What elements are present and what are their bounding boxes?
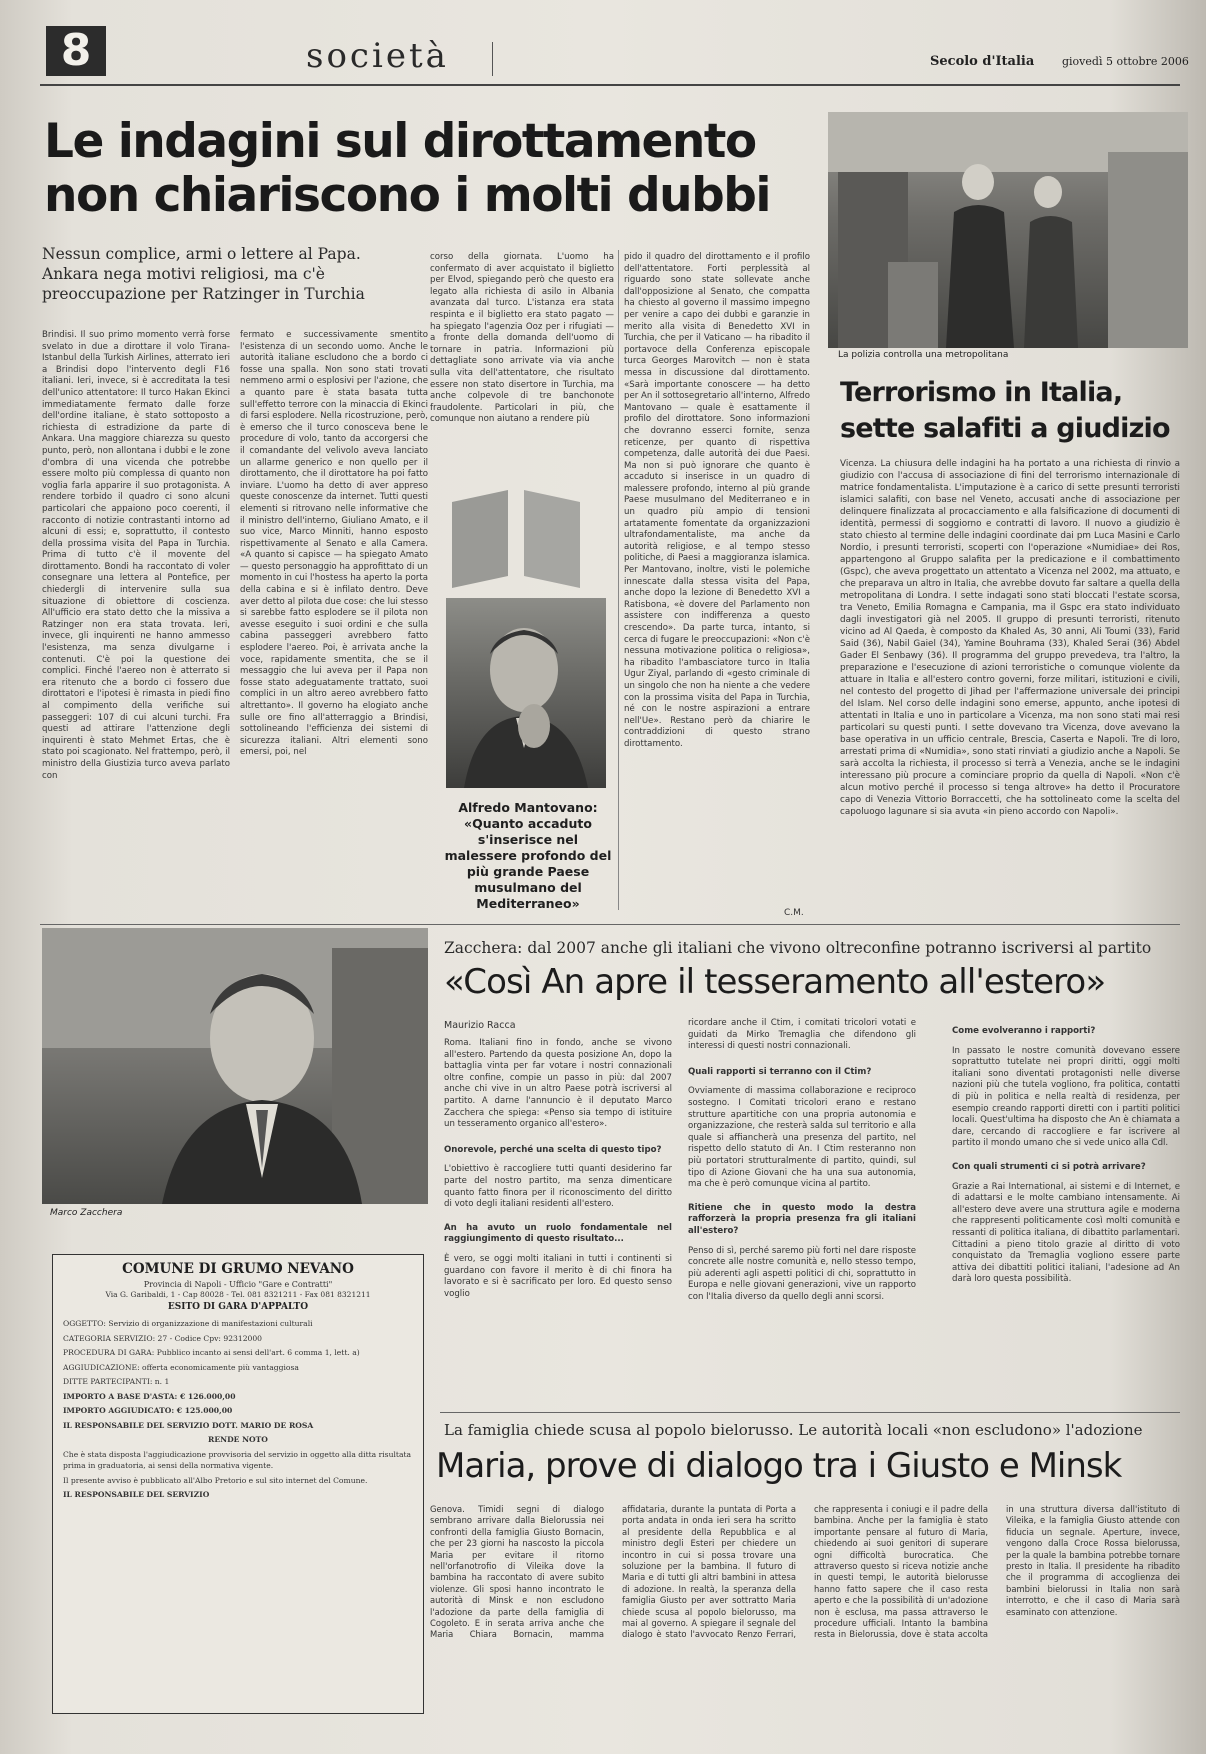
interview-question: Onorevole, perché una scelta di questo tipo?: [444, 1144, 662, 1155]
police-photo-caption: La polizia controlla una metropolitana: [838, 350, 1009, 360]
legal-notice-lines: [53, 1312, 423, 1510]
section-rule-2: [440, 1412, 1180, 1413]
legal-notice-title: COMUNE DI GRUMO NEVANO: [122, 1261, 354, 1277]
quote-name: Alfredo Mantovano:: [458, 800, 598, 815]
page-number-box: [46, 26, 106, 76]
legal-notice-address: Via G. Garibaldi, 1 - Cap 80028 - Tel. 081 8321211 - Fax 081 8321211: [105, 1290, 371, 1299]
interview-answer: L'obiettivo è raccogliere tutti quanti desiderino far parte del nostro partito, ma senza dimenticare quanto fatto finora per il riconoscimento del diritto di voto degli italiani residenti all'estero.: [444, 1164, 672, 1210]
newspaper-name: Secolo d'Italia: [930, 54, 1035, 69]
issue-date: giovedì 5 ottobre 2006: [1062, 55, 1189, 68]
legal-notice-line: IMPORTO AGGIUDICATO: € 125.000,00: [63, 1406, 233, 1415]
interview-question: Quali rapporti si terranno con il Ctim?: [688, 1066, 872, 1077]
zacchera-photo: [42, 928, 428, 1204]
terror-headline-line2: sette salafiti a giudizio: [840, 413, 1170, 444]
interview-answer: Ovviamente di massima collaborazione e reciproco sostegno. I Comitati tricolori erano e restano strutture apartitiche con una propria autonomia e organizzazione, che resterà salda sul territorio e alla quale si affiancherà una presenza del partito, nel rispetto dello statuto di An. I Ctim resteranno non più portatori strutturalmente di partito, quindi, sul tipo di Azione Giovani che ha una sua autonomia, ma che è però comunque vicina al partito.: [688, 1086, 916, 1190]
interview-intro: Roma. Italiani fino in fondo, anche se vivono all'estero. Partendo da questa posizione An, dopo la battaglia vinta per far votare i nostri connazionali oltre confine, compie un passo in più: dal 2007 anche chi vive in un altro Paese potrà iscriversi al partito. A darne l'annuncio è il deputato Marco Zacchera che spiega: «Penso sia tempo di istituire un tesseramento organico all'estero».: [444, 1038, 672, 1130]
interview-col1: [444, 1038, 672, 1402]
legal-notice-subtitle: Provincia di Napoli - Ufficio "Gare e Contratti": [143, 1280, 333, 1289]
section-name: società: [306, 36, 449, 76]
interview-question: Come evolveranno i rapporti?: [952, 1026, 1096, 1036]
interview-question: Ritiene che in questo modo la destra rafforzerà la propria presenza fra gli italiani all'estero?: [688, 1202, 916, 1236]
interview-question: Con quali strumenti ci si potrà arrivare?: [952, 1161, 1146, 1172]
lead-byline: C.M.: [784, 908, 804, 918]
page-number: 8: [60, 25, 92, 76]
interview-intro-cont: ricordare anche il Ctim, i comitati tricolori votati e guidati da Mirko Tremaglia che difendono gli interessi di questi nostri connazionali.: [688, 1018, 916, 1052]
legal-notice-line: IL RESPONSABILE DEL SERVIZIO: [63, 1490, 210, 1499]
legal-notice-line: Il presente avviso è pubblicato all'Albo Pretorio e sul sito internet del Comune.: [63, 1475, 368, 1485]
police-photo: [828, 112, 1188, 348]
legal-notice-line: DITTE PARTECIPANTI: n. 1: [63, 1377, 170, 1386]
lead-column-3: corso della giornata. L'uomo ha confermato di aver acquistato il biglietto per Elvod, spiegando però che questo era legato alla richiesta di asilo in Albania avanzata dal turco. L'istanza era stata respinta e il biglietto era stato pagato — ha spiegato l'agenzia Ooz per i rifugiati — a fronte della domanda dell'uomo di tornare in patria. Informazioni più dettagliate sono arrivate via via anche sulla vita dell'attentatore, che risultato essere non stato disertore in Turchia, ma anche colpevole di tre banchonote fraudolente. Particolari in più, che comunque non aiutano a rendere più: [430, 252, 614, 425]
interview-answer: Grazie a Rai International, ai sistemi e di Internet, e di adattarsi e le molte cambiano intensamente. Ai all'estero deve avere una struttura agile e moderna che rappresenti politicamente così molti comunità e ressanti di politica italiana, di dibattito parlamentari. Cittadini a pieno titolo grazie al diritto di voto conquistato da Tremaglia vogliono essere parte attiva dei dibattiti politici italiani, l'adesione ad An darà loro questa possibilità.: [952, 1181, 1180, 1285]
interview-kicker: Zacchera: dal 2007 anche gli italiani che vivono oltreconfine potranno iscriversi al partito: [444, 939, 1152, 957]
legal-notice-line: OGGETTO: Servizio di organizzazione di manifestazioni culturali: [63, 1319, 313, 1328]
legal-notice-line: RENDE NOTO: [208, 1435, 268, 1444]
interview-answer: Penso di sì, perché saremo più forti nel dare risposte concrete alle nostre comunità e, nello stesso tempo, più aderenti agli aspetti politici di chi, soprattutto in Europa e nelle giovani generazioni, vive un rapporto con l'Italia diverso da quello degli anni scorsi.: [688, 1245, 916, 1302]
lead-headline-line1: Le indagini sul dirottamento: [44, 114, 756, 169]
interview-answer: In passato le nostre comunità dovevano essere soprattutto tutelate nei propri diritti, oggi molti italiani sono diventati protagonisti nelle diverse nazioni più che tutela vogliono, fra politica, contatti di più in politica e nella realtà di residenza, per esempio creando rapporti diretti con i partiti politici locali. Quest'ultima ha disposto che An è chiamata a dare, cercando di raccogliere e far iscrivere al partito il mondo umano che si vede unico alla Cdl.: [952, 1045, 1180, 1149]
interview-headline: «Così An apre il tesseramento all'estero»: [444, 962, 1106, 1002]
mantovano-portrait-icon: [446, 598, 606, 788]
lead-deck: Nessun complice, armi o lettere al Papa. Ankara nega motivi religiosi, ma c'è preoccupazione per Ratzinger in Turchia: [42, 245, 365, 303]
legal-notice-line: PROCEDURA DI GARA: Pubblico incanto ai sensi dell'art. 6 comma 1, lett. a): [63, 1348, 360, 1357]
decorative-graphic: [440, 488, 610, 598]
police-scene-icon: [828, 112, 1188, 348]
lead-column-4: pido il quadro del dirottamento e il profilo dell'attentatore. Forti perplessità al riguardo sono state sollevate anche dall'opposizione al Senato, che compatta ha chiesto al governo il massimo impegno per venire a capo dei dubbi e garanzie in merito alla visita di Benedetto XVI in Turchia, che per il Vaticano — ha ribadito il portavoce della Conferenza episcopale turca Georges Marovitch — non è stata messa in discussione dal dirottamento. «Sarà importante conoscere — ha detto per An il sottosegretario all'interno, Alfredo Mantovano — quale è esattamente il profilo del dirottatore. Sono informazioni che dovranno esserci fornite, senza reticenze, per quanto di rispettiva competenza, dalle autorità dei due Paesi. Ma non si può ignorare che quanto è accaduto si inserisce in un quadro di malessere profondo, interno al più grande Paese musulmano del Mediterraneo e in un quadro più ampio di tensioni artatamente fomentate da organizzazioni ultrafondamentaliste, ma anche da autorità religiose, e al tempo stesso politiche, di Paesi a maggioranza islamica. Per Mantovano, inoltre, visti le polemiche innescate dalla stessa visita del Papa, anche dopo la lezione di Benedetto XVI a Ratisbona, «è dovere del Parlamento non assistere con indifferenza a questo crescendo». Da parte turca, intanto, si cerca di fugare le preoccupazioni: «Non c'è nessuna motivazione politica o religiosa», ha ribadito l'ambasciatore turco in Italia Ugur Ziyal, parlando di «gesto criminale di un singolo che non ha niente a che vedere con la prossima visita del Papa in Turchia, né con le nostre aspirazioni a entrare nell'Ue». Restano però da chiarire le contraddizioni di questo strano dirottamento.: [624, 252, 810, 749]
legal-notice-heading: ESITO DI GARA D'APPALTO: [167, 1302, 309, 1312]
interview-answer: È vero, se oggi molti italiani in tutti i continenti si guardano con favore il merito è di chi finora ha lavorato e si è sacrificato per loro. Ed questo senso voglio: [444, 1253, 672, 1299]
interview-col3: [952, 1026, 1180, 1402]
lead-column-2: fermato e successivamente smentito l'esistenza di un secondo uomo. Anche le autorità italiane escludono che a bordo ci fosse una spalla. Non sono stati trovati nemmeno armi o esplosivi per l'azione, che a quanto pare è stata basata tutta sull'effetto terrore con la minaccia di Ekinci di farsi esplodere. Nella ricostruzione, però, è emerso che il turco conosceva bene le procedure di volo, tanto da accorgersi che il comandante del velivolo aveva lanciato un allarme generico e non quello per il dirottamento, che il dirottatore ha poi fatto inviare. L'uomo ha detto di aver appreso queste conoscenze da internet. Tutti questi elementi si ritrovano nelle informative che il ministro dell'interno, Giuliano Amato, e il suo vice, Marco Minniti, hanno esposto rispettivamente al Senato e alla Camera. «A quanto si capisce — ha spiegato Amato — questo personaggio ha approfittato di un momento in cui l'hostess ha aperto la porta della cabina e si è infilato dentro. Deve aver detto al pilota due cose: che lui stesso si sarebbe fatto esplodere se il pilota non avesse eseguito i suoi ordini e che sulla cabina passeggeri avrebbero fatto esplodere l'aereo. Poi, è arrivata anche la voce, rapidamente smentita, che se il messaggio che lui aveva per il Papa non fosse stato adeguatamente trattato, suoi complici in un altro aereo avrebbero fatto altrettanto». Il governo ha elogiato anche sulle ore fino all'atterraggio a Brindisi, sottolineando l'efficienza dei sistemi di sicurezza italiani. Altri elementi sono emersi, poi, nel: [240, 330, 428, 758]
zacchera-photo-caption: Marco Zacchera: [50, 1208, 123, 1218]
lead-column-1: Brindisi. Il suo primo momento verrà forse svelato in due a dirottare il volo Tirana-Istanbul della Turkish Airlines, atterrato ieri a Brindisi dopo l'intervento degli F16 italiani. Ieri, invece, si è accreditata la tesi dell'unico attentatore: Il turco Hakan Ekinci immediatamente fermato dalle forze dell'ordine italiane, è stato sottoposto a richiesta di estradizione da parte di Ankara. Una maggiore chiarezza su questo punto, però, non allontana i dubbi e le zone d'ombra di una vicenda che potrebbe essere molto più complessa di quanto non voglia farla apparire il suo protagonista. A rendere torbido il quadro ci sono alcuni particolari che appaiono poco coerenti, il racconto di notizie contrastanti intorno ad alcuni di essi; e, soprattutto, il contesto della prossima visita del Papa in Turchia. Prima di tutto c'è il movente del dirottamento. Bondi ha raccontato di voler consegnare una lettera al Pontefice, per chiedergli di intervenire sulla sua situazione di obiettore di coscienza. All'ufficio era stato detto che la missiva a Ratzinger non era stata trovata. Ieri, invece, gli inquirenti ne hanno ammesso l'esistenza, ma senza divulgarne i contenuti. C'è poi la questione dei complici. Finché l'aereo non è atterrato si era ritenuto che a bordo ci fossero due dirottatori e l'ipotesi è rimasta in piedi fino al compimento della verifiche sui passeggeri: 107 di cui alcuni turchi. Fra questi ad attirare l'attenzione degli inquirenti è stato Mehmet Ertas, che è stato poi scagionato. Nel frattempo, però, il ministro della Giustizia turco aveva parlato con: [42, 330, 230, 781]
terror-body: Vicenza. La chiusura delle indagini ha ha portato a una richiesta di rinvio a giudizio con l'accusa di associazione di fini del terrorismo internazionale di matrice fondamentalista. L'imputazione è a carico di sette presunti terroristi islamici salafiti, con base nel Veneto, accusati anche di associazione per delinquere finalizzata al procacciamento e alla falsificazione di documenti di identità, permessi di soggiorno e contratti di lavoro. Il nuovo a giudizio è stato chiesto al termine delle indagini coordinate dai pm Luca Masini e Carlo Nordio, i presunti terroristi, scoperti con l'operazione «Numidiae» dei Ros, appartengono al Gruppo salafita per la predicazione e il combattimento (Gspc), che aveva progettato un attentato a Vicenza nel 2002, ma attuato, e che preparava un altro in Italia, che avrebbe dovuto far saltare a quella della metropolitana di Londra. I sette indagati sono stati bloccati l'estate scorsa, tra Veneto, Emilia Romagna e Campania, ma il Gspc era stato individuato dagli investigatori già nel 2005. Il gruppo di presunti terroristi, ritenuto vicino ad Al Qaeda, è composto da Khaled As, 30 anni, Ali Toumi (33), Farid Said (36), Nabil Gaiel (34), Yamine Bouhrama (33), Khaled Serai (36) Abdel Gader El Senbawy (36). Il programma del gruppo prevedeva, tra l'altro, la preparazione e l'esecuzione di azioni terroristiche o comunque violente da attuare in Italia e all'estero contro governi, forze militari, istituzioni e civili, nel contesto del progetto di Jihad per l'affermazione universale dei principi del Islam. Nel corso delle indagini sono emerse, appunto, anche ipotesi di attentati in Italia e uno in particolare a Vicenza, ma non sono stati mai resi particolari su questi punti. I sette dovevano tra Vicenza, dove avevano la base operativa in un ufficio centrale, Brescia, Caserta e Napoli. Tre di loro, arrestati prima di «Numidia», sono stati rinviati a giudizio anche a Napoli. Se sarà accolta la richiesta, il processo si terrà a Venezia, anche se le indagini interessano più procure a cominciare proprio da quella di Napoli. «Non c'è alcun motivo perché il processo si tenga altrove» ha detto il Procuratore capo di Venezia Vittorio Borraccetti, che ha sottolineato come la scelta del capoluogo lagunare si sia avuta «in pieno accordo con Napoli».: [840, 459, 1180, 817]
section-rule-1: [40, 924, 1180, 925]
legal-notice: [52, 1254, 424, 1714]
quote-box: [440, 800, 616, 912]
lead-headline-line2: non chiariscono i molti dubbi: [44, 168, 771, 223]
masthead-divider: [492, 42, 493, 76]
zacchera-portrait-icon: [42, 928, 428, 1204]
interview-col2: [688, 1018, 916, 1402]
interview-question: An ha avuto un ruolo fondamentale nel raggiungimento di questo risultato...: [444, 1222, 672, 1245]
legal-notice-line: IMPORTO A BASE D'ASTA: € 126.000,00: [63, 1391, 236, 1401]
legal-notice-line: IL RESPONSABILE DEL SERVIZIO DOTT. MARIO DE ROSA: [63, 1420, 314, 1430]
belarus-body: Genova. Timidi segni di dialogo sembrano arrivare dalla Bielorussia nei confronti della famiglia Giusto Bornacin, che per 23 giorni ha nascosto la piccola Maria per evitare il ritorno nell'orfanotrofio di Vileika dove la bambina ha raccontato di avere subito violenze. Gli sposi hanno incontrato le autorità di Minsk e non escludono l'adozione da parte della famiglia di Cogoleto. E in serata arriva anche che Maria Chiara Bornacin, mamma affidataria, durante la puntata di Porta a porta andata in onda ieri sera ha scritto al presidente della Repubblica e al ministro degli Esteri per chiedere un incontro in cui si possa trovare una soluzione per la bambina. Il futuro di Maria e di tutti gli altri bambini in attesa di adozione. In realtà, la speranza della famiglia Giusto per aver sottratto Maria chiede scusa al popolo bielorusso, ma mai al governo. A spiegare il segnale del dialogo è stato l'avvocato Renzo Ferrari, che rappresenta i coniugi e il padre della bambina. Anche per la famiglia è stato importante pensare al futuro di Maria, chiedendo ai suoi genitori di superare ogni difficoltà burocratica. Che attraverso questo si riceva notizie anche in questi tempi, le autorità bielorusse hanno fatto sapere che il caso resta aperto e che la possibilità di un'adozione non è esclusa, ma passa attraverso le procedure ufficiali. Intanto la bambina resta in Bielorussia, dove è stata accolta in una struttura diversa dall'istituto di Vileika, e la famiglia Giusto attende con fiducia un segnale. Aperture, invece, vengono dalla Croce Rossa bielorussa, per la quale la bambina potrebbe tornare presto in Italia. Il presidente ha ribadito che il programma di accoglienza dei bambini bielorussi in Italia non sarà interrotto, e che il caso di Maria sarà esaminato con attenzione.: [430, 1504, 1180, 1640]
quote-text: «Quanto accaduto s'inserisce nel malessere profondo del più grande Paese musulmano del Mediterraneo»: [444, 816, 612, 911]
interview-author: Maurizio Racca: [444, 1020, 516, 1031]
legal-notice-line: AGGIUDICAZIONE: offerta economicamente più vantaggiosa: [63, 1362, 299, 1372]
belarus-kicker: La famiglia chiede scusa al popolo bielorusso. Le autorità locali «non escludono» l'adozione: [444, 1421, 1143, 1439]
masthead-rule: [40, 84, 1180, 86]
belarus-headline: Maria, prove di dialogo tra i Giusto e Minsk: [436, 1446, 1122, 1486]
legal-notice-line: CATEGORIA SERVIZIO: 27 - Codice Cpv: 92312000: [63, 1333, 263, 1343]
mantovano-photo: [446, 598, 606, 788]
legal-notice-line: Che è stata disposta l'aggiudicazione provvisoria del servizio in oggetto alla ditta risultata prima in graduatoria, ai sensi della normativa vigente.: [63, 1449, 412, 1470]
terror-headline-line1: Terrorismo in Italia,: [840, 377, 1123, 408]
column-rule: [618, 250, 619, 910]
